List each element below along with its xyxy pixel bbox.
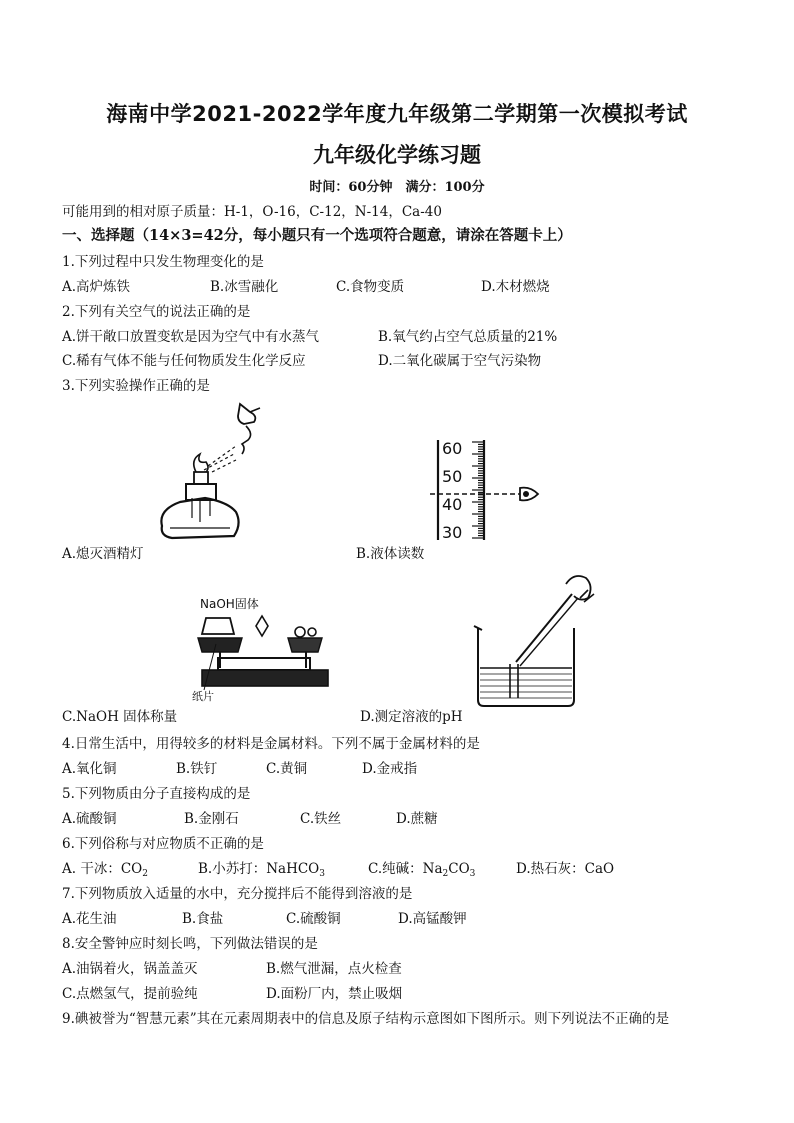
q6-stem: 6.下列俗称与对应物质不正确的是 <box>62 836 264 852</box>
q8-option-a: A.油锅着火，锅盖盖灭 <box>62 961 198 977</box>
figure-d-ph-test <box>470 568 620 708</box>
q5-option-c: C.铁丝 <box>300 811 342 827</box>
q2-option-c: C.稀有气体不能与任何物质发生化学反应 <box>62 353 306 369</box>
q2-option-d: D.二氧化碳属于空气污染物 <box>378 353 542 369</box>
q1-stem: 1.下列过程中只发生物理变化的是 <box>62 254 264 270</box>
q3-option-d: D.测定溶液的pH <box>360 709 463 725</box>
q2-option-b: B.氧气约占空气总质量的21% <box>378 329 558 345</box>
q5-option-b: B.金刚石 <box>184 811 239 827</box>
q4-stem: 4.日常生活中，用得较多的材料是金属材料。下列不属于金属材料的是 <box>62 736 480 752</box>
q6-option-c: C.纯碱：$Na_2CO_3$ <box>368 861 476 879</box>
fig-b-tick-60: 60 <box>442 439 463 458</box>
q7-option-a: A.花生油 <box>62 911 117 927</box>
q5-stem: 5.下列物质由分子直接构成的是 <box>62 786 251 802</box>
q4-option-d: D.金戒指 <box>362 761 418 777</box>
q3-option-a: A.熄灭酒精灯 <box>62 546 144 562</box>
q7-option-b: B.食盐 <box>182 911 224 927</box>
section-heading: 一、选择题（14×3=42分，每小题只有一个选项符合题意，请涂在答题卡上） <box>62 227 572 244</box>
q7-stem: 7.下列物质放入适量的水中，充分搅拌后不能得到溶液的是 <box>62 886 413 902</box>
time-score: 时间：60分钟 满分：100分 <box>309 180 485 195</box>
fig-b-tick-30: 30 <box>442 523 463 542</box>
fig-c-naoh-label: NaOH固体 <box>200 597 259 611</box>
fig-b-tick-40: 40 <box>442 495 463 514</box>
q8-option-d: D.面粉厂内，禁止吸烟 <box>266 986 403 1002</box>
fig-b-tick-50: 50 <box>442 467 463 486</box>
figure-b-cylinder-reading <box>430 436 560 544</box>
q8-option-b: B.燃气泄漏，点火检查 <box>266 961 402 977</box>
q3-option-c: C.NaOH 固体称量 <box>62 709 178 725</box>
q5-option-a: A.硫酸铜 <box>62 811 117 827</box>
q1-option-b: B.冰雪融化 <box>210 279 279 295</box>
q4-option-b: B.铁钉 <box>176 761 218 777</box>
q1-option-a: A.高炉炼铁 <box>62 279 131 295</box>
q6-option-d: D.热石灰：CaO <box>516 861 615 877</box>
exam-title: 海南中学2021-2022学年度九年级第二学期第一次模拟考试 <box>106 102 688 126</box>
q2-stem: 2.下列有关空气的说法正确的是 <box>62 304 251 320</box>
q3-stem: 3.下列实验操作正确的是 <box>62 378 210 394</box>
q7-option-c: C.硫酸铜 <box>286 911 341 927</box>
q6-option-b: B.小苏打：NaHCO$_3$ <box>198 861 325 879</box>
atomic-masses: 可能用到的相对原子质量：H-1，O-16，C-12，N-14，Ca-40 <box>62 204 442 220</box>
figure-c-balance <box>192 592 342 704</box>
q7-option-d: D.高锰酸钾 <box>398 911 467 927</box>
q1-option-d: D.木材燃烧 <box>481 279 550 295</box>
figure-a-alcohol-lamp <box>150 398 280 544</box>
q2-option-a: A.饼干敞口放置变软是因为空气中有水蒸气 <box>62 329 320 345</box>
q1-option-c: C.食物变质 <box>336 279 405 295</box>
q4-option-a: A.氧化铜 <box>62 761 117 777</box>
q5-option-d: D.蔗糖 <box>396 811 438 827</box>
q9-stem: 9.碘被誉为“智慧元素”其在元素周期表中的信息及原子结构示意图如下图所示。则下列说法不正确的是 <box>62 1011 670 1027</box>
q4-option-c: C.黄铜 <box>266 761 308 777</box>
fig-c-paper-label: 纸片 <box>192 690 214 703</box>
q8-option-c: C.点燃氢气，提前验纯 <box>62 986 198 1002</box>
exam-subtitle: 九年级化学练习题 <box>313 143 481 167</box>
q3-option-b: B.液体读数 <box>356 546 425 562</box>
q8-stem: 8.安全警钟应时刻长鸣，下列做法错误的是 <box>62 936 318 952</box>
q6-option-a: A. 干冰：$CO_2$ <box>62 861 148 879</box>
